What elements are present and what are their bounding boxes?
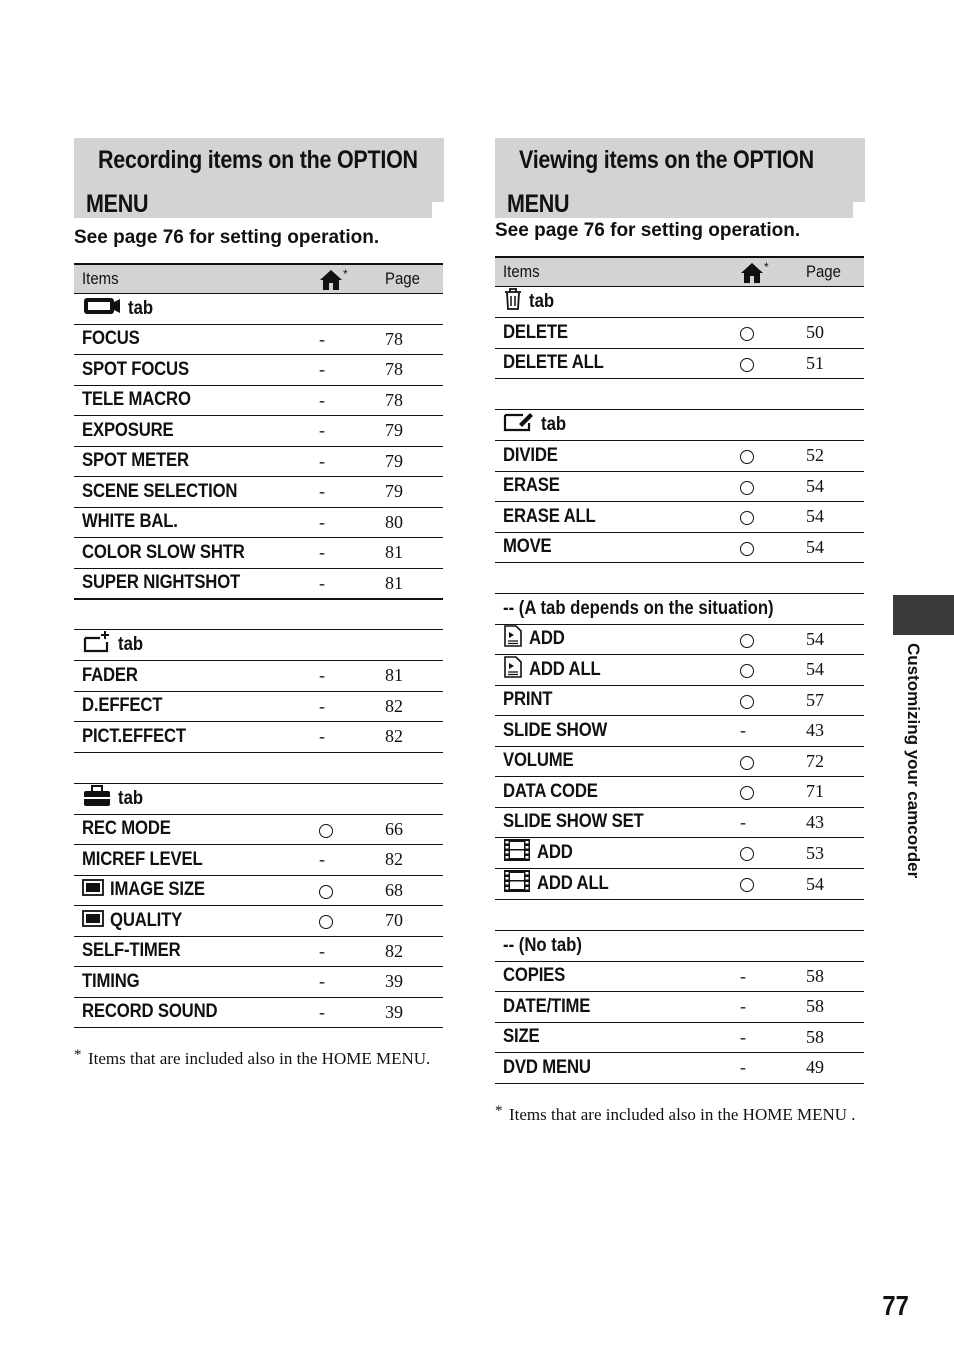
recording-section	[74, 138, 444, 1069]
home-menu-indicator: -	[315, 416, 377, 447]
circle-icon	[740, 481, 754, 495]
home-menu-indicator	[736, 624, 798, 655]
table-row	[74, 967, 443, 998]
item-name: TIMING	[74, 967, 315, 998]
film-icon	[503, 838, 531, 868]
home-menu-indicator: -	[315, 507, 377, 538]
tab-label: tab	[529, 291, 555, 313]
home-menu-indicator	[736, 441, 798, 472]
table-row	[74, 538, 443, 569]
home-menu-indicator	[315, 906, 377, 937]
page-number-cell: 53	[798, 838, 864, 869]
tab-row	[495, 287, 864, 318]
page-number-cell: 50	[798, 318, 864, 349]
table-row	[495, 746, 864, 777]
item-name: DELETE ALL	[495, 348, 736, 379]
item-name: DVD MENU	[495, 1053, 736, 1084]
home-menu-indicator: -	[315, 936, 377, 967]
table-row	[74, 722, 443, 753]
table-row	[74, 845, 443, 876]
page-number-cell: 79	[377, 477, 443, 508]
page-number-cell: 70	[377, 906, 443, 937]
page-header: Page	[798, 257, 864, 287]
circle-icon	[319, 915, 333, 929]
item-name: SCENE SELECTION	[74, 477, 315, 508]
page-number: 77	[882, 1290, 909, 1321]
footnote: * Items that are included also in the HOME MENU.	[74, 1047, 431, 1068]
tab-label: tab	[128, 297, 154, 319]
home-menu-indicator	[736, 348, 798, 379]
page-number-cell: 43	[798, 807, 864, 838]
table-row	[495, 1053, 864, 1084]
item-name: SLIDE SHOW	[495, 716, 736, 747]
edit-tab-icon	[503, 410, 535, 440]
circle-icon	[740, 634, 754, 648]
home-menu-indicator: -	[315, 997, 377, 1028]
item-name: WHITE BAL.	[74, 507, 315, 538]
table-row	[495, 624, 864, 655]
chapter-title: Customizing your camcorder	[904, 643, 923, 879]
item-name: PICT.EFFECT	[74, 722, 315, 753]
home-menu-indicator: -	[315, 722, 377, 753]
table-row	[74, 936, 443, 967]
tab-label: tab	[118, 787, 144, 809]
table-row	[495, 716, 864, 747]
item-name: SPOT METER	[74, 446, 315, 477]
viewing-heading	[495, 138, 865, 218]
table-row	[74, 416, 443, 447]
home-menu-indicator: -	[315, 477, 377, 508]
circle-icon	[319, 824, 333, 838]
home-menu-indicator: -	[315, 568, 377, 599]
table-row	[495, 685, 864, 716]
effect-tab-icon	[82, 630, 112, 660]
circle-icon	[319, 885, 333, 899]
tab-label: -- (A tab depends on the situation)	[503, 597, 774, 619]
tab-row	[495, 931, 864, 962]
home-menu-indicator: -	[736, 1022, 798, 1053]
table-row	[495, 777, 864, 808]
items-header: Items	[495, 257, 736, 287]
heading-line-1: Recording items on the OPTION	[98, 146, 418, 174]
home-menu-indicator: -	[315, 385, 377, 416]
tab-row	[495, 594, 864, 625]
page-number-cell: 39	[377, 967, 443, 998]
item-name: SPOT FOCUS	[74, 355, 315, 386]
table-row	[495, 838, 864, 869]
circle-icon	[740, 358, 754, 372]
circle-icon	[740, 756, 754, 770]
page-number-cell: 43	[798, 716, 864, 747]
page-number-cell: 79	[377, 446, 443, 477]
home-menu-indicator: -	[315, 967, 377, 998]
still-image-icon	[82, 909, 104, 933]
page-number-cell: 57	[798, 685, 864, 716]
recording-heading	[74, 138, 444, 218]
circle-icon	[740, 327, 754, 341]
page-number-cell: 82	[377, 722, 443, 753]
table-row	[495, 471, 864, 502]
page-number-cell: 66	[377, 814, 443, 845]
table-row	[74, 661, 443, 692]
item-name: ADD ALL	[495, 655, 736, 686]
item-name: FOCUS	[74, 324, 315, 355]
tab-label: -- (No tab)	[503, 934, 582, 956]
item-name: D.EFFECT	[74, 691, 315, 722]
page-number-cell: 51	[798, 348, 864, 379]
chapter-tab	[893, 595, 954, 635]
page-number-cell: 82	[377, 936, 443, 967]
home-menu-indicator: -	[736, 716, 798, 747]
home-menu-indicator: -	[315, 538, 377, 569]
camera-tab-icon	[82, 295, 122, 323]
home-menu-indicator: -	[315, 845, 377, 876]
table-row	[74, 814, 443, 845]
see-page-note: See page 76 for setting operation.	[74, 227, 380, 248]
page-number-cell: 82	[377, 845, 443, 876]
spacer-row	[495, 379, 864, 410]
circle-icon	[740, 878, 754, 892]
home-menu-indicator	[736, 777, 798, 808]
page-number-cell: 54	[798, 502, 864, 533]
page-number-cell: 72	[798, 746, 864, 777]
tab-row	[74, 630, 443, 661]
spacer-row	[495, 563, 864, 594]
tab-row	[74, 294, 443, 325]
table-row	[74, 691, 443, 722]
spacer-row	[74, 752, 443, 783]
film-icon	[503, 869, 531, 899]
table-row	[74, 446, 443, 477]
item-name: SLIDE SHOW SET	[495, 807, 736, 838]
home-menu-indicator	[315, 814, 377, 845]
heading-line-2: MENU	[86, 190, 149, 218]
home-icon	[319, 269, 343, 291]
page-number-cell: 71	[798, 777, 864, 808]
home-menu-indicator	[736, 869, 798, 900]
spacer-row	[74, 599, 443, 630]
home-menu-indicator	[736, 838, 798, 869]
page-number-cell: 78	[377, 385, 443, 416]
table-row	[495, 502, 864, 533]
table-row	[495, 348, 864, 379]
viewing-section	[495, 138, 865, 1125]
tab-row	[74, 783, 443, 814]
table-row	[495, 807, 864, 838]
item-name: DATA CODE	[495, 777, 736, 808]
item-name: IMAGE SIZE	[74, 875, 315, 906]
item-name: VOLUME	[495, 746, 736, 777]
spacer-row	[495, 900, 864, 931]
home-menu-indicator	[736, 318, 798, 349]
see-page-note: See page 76 for setting operation.	[495, 220, 801, 241]
item-name: ERASE ALL	[495, 502, 736, 533]
item-name: SUPER NIGHTSHOT	[74, 568, 315, 599]
page-number-cell: 54	[798, 624, 864, 655]
table-row	[495, 318, 864, 349]
heading-line-2: MENU	[507, 190, 570, 218]
page-number-cell: 58	[798, 961, 864, 992]
page-number-cell: 81	[377, 538, 443, 569]
item-name: ADD	[495, 838, 736, 869]
item-name: ADD ALL	[495, 869, 736, 900]
circle-icon	[740, 664, 754, 678]
item-name: MOVE	[495, 532, 736, 563]
home-menu-indicator: -	[315, 661, 377, 692]
table-row	[495, 992, 864, 1023]
page-number-cell: 52	[798, 441, 864, 472]
page-number-cell: 58	[798, 992, 864, 1023]
home-menu-indicator	[315, 875, 377, 906]
page-number-cell: 39	[377, 997, 443, 1028]
toolbox-tab-icon	[82, 784, 112, 814]
item-name: EXPOSURE	[74, 416, 315, 447]
page-number-cell: 54	[798, 869, 864, 900]
page-number-cell: 78	[377, 324, 443, 355]
circle-icon	[740, 786, 754, 800]
playlist-icon	[503, 625, 523, 653]
recording-table	[74, 263, 443, 1028]
page-number-cell: 68	[377, 875, 443, 906]
tab-label: tab	[118, 634, 144, 656]
item-name: MICREF LEVEL	[74, 845, 315, 876]
table-row	[495, 532, 864, 563]
home-menu-indicator: -	[315, 446, 377, 477]
table-row	[74, 324, 443, 355]
home-menu-indicator: -	[736, 807, 798, 838]
home-menu-indicator: -	[315, 324, 377, 355]
home-menu-indicator: -	[315, 355, 377, 386]
trash-icon	[503, 287, 523, 317]
item-name: COPIES	[495, 961, 736, 992]
home-menu-indicator: -	[736, 961, 798, 992]
item-name: QUALITY	[74, 906, 315, 937]
table-row	[495, 1022, 864, 1053]
item-name: FADER	[74, 661, 315, 692]
item-name: DELETE	[495, 318, 736, 349]
circle-icon	[740, 542, 754, 556]
circle-icon	[740, 847, 754, 861]
table-row	[74, 385, 443, 416]
page-number-cell: 81	[377, 661, 443, 692]
page-number-cell: 81	[377, 568, 443, 599]
home-menu-indicator	[736, 471, 798, 502]
item-name: SELF-TIMER	[74, 936, 315, 967]
page-number-cell: 82	[377, 691, 443, 722]
page-number-cell: 79	[377, 416, 443, 447]
table-row	[495, 869, 864, 900]
home-menu-indicator	[736, 746, 798, 777]
playlist-icon	[503, 656, 523, 684]
table-row	[74, 906, 443, 937]
home-menu-indicator: -	[736, 1053, 798, 1084]
item-name: COLOR SLOW SHTR	[74, 538, 315, 569]
item-name: SIZE	[495, 1022, 736, 1053]
home-menu-indicator: -	[736, 992, 798, 1023]
table-row	[74, 507, 443, 538]
table-row	[74, 477, 443, 508]
home-column-header: *	[736, 257, 798, 287]
table-row	[74, 355, 443, 386]
home-menu-indicator	[736, 502, 798, 533]
table-row	[74, 568, 443, 599]
items-header: Items	[74, 264, 315, 294]
item-name: REC MODE	[74, 814, 315, 845]
home-menu-indicator: -	[315, 691, 377, 722]
page-number-cell: 54	[798, 532, 864, 563]
home-menu-indicator	[736, 532, 798, 563]
home-menu-indicator	[736, 685, 798, 716]
tab-label: tab	[541, 414, 567, 436]
home-icon	[740, 262, 764, 284]
page-number-cell: 54	[798, 655, 864, 686]
item-name: RECORD SOUND	[74, 997, 315, 1028]
page-header: Page	[377, 264, 443, 294]
viewing-table	[495, 256, 864, 1084]
item-name: ERASE	[495, 471, 736, 502]
item-name: TELE MACRO	[74, 385, 315, 416]
page-number-cell: 49	[798, 1053, 864, 1084]
heading-line-1: Viewing items on the OPTION	[519, 146, 814, 174]
table-row	[74, 997, 443, 1028]
item-name: DATE/TIME	[495, 992, 736, 1023]
page-number-cell: 78	[377, 355, 443, 386]
home-menu-indicator	[736, 655, 798, 686]
page-number-cell: 80	[377, 507, 443, 538]
circle-icon	[740, 450, 754, 464]
page-number-cell: 58	[798, 1022, 864, 1053]
table-row	[74, 875, 443, 906]
circle-icon	[740, 695, 754, 709]
item-name: PRINT	[495, 685, 736, 716]
still-image-icon	[82, 878, 104, 902]
home-column-header: *	[315, 264, 377, 294]
item-name: ADD	[495, 624, 736, 655]
page-number-cell: 54	[798, 471, 864, 502]
item-name: DIVIDE	[495, 441, 736, 472]
table-row	[495, 655, 864, 686]
table-row	[495, 961, 864, 992]
tab-row	[495, 410, 864, 441]
table-row	[495, 441, 864, 472]
circle-icon	[740, 511, 754, 525]
footnote: * Items that are included also in the HOME MENU .	[495, 1102, 856, 1124]
